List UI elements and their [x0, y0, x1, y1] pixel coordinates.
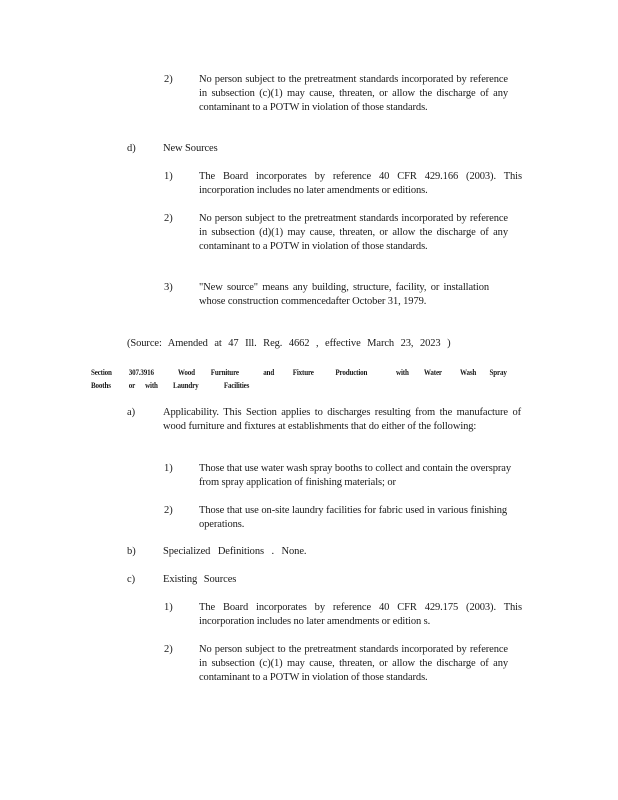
paragraph	[199, 504, 507, 532]
heading-word: Facilities	[223, 380, 250, 390]
paragraph	[199, 212, 508, 254]
item-number: 2)	[164, 74, 173, 85]
heading-word: Production	[335, 367, 368, 377]
section-heading	[91, 366, 509, 392]
paragraph	[163, 406, 521, 434]
subsection-letter: a)	[127, 407, 136, 418]
paragraph-text: Applicability. This Section applies to discharges resulting from the manufacture of wood furniture and fixtures at establishments that do either of the following:	[163, 407, 521, 432]
paragraph-text: Those that use water wash spray booths to collect and contain the overspray from spray application of finishing materials; or	[199, 463, 511, 488]
paragraph	[199, 601, 522, 629]
heading-word: Water	[423, 367, 442, 377]
heading-word: or	[128, 380, 136, 390]
paragraph	[199, 73, 508, 115]
heading-word: Fixture	[292, 367, 314, 377]
paragraph	[199, 462, 511, 490]
heading-word: Laundry	[173, 380, 199, 390]
paragraph-text: The Board incorporates by reference 40 CFR 429.175 (2003). This incorporation includes no later amendments or edition s.	[199, 602, 522, 627]
heading-word: Furniture	[210, 367, 239, 377]
section-heading-line-2	[91, 379, 509, 392]
heading-word: Wood	[177, 367, 195, 377]
item-number: 1)	[164, 463, 173, 474]
paragraph	[199, 643, 508, 685]
heading-word: Booths	[91, 380, 111, 390]
paragraph-text: The Board incorporates by reference 40 CFR 429.166 (2003). This incorporation includes no later amendments or editions.	[199, 171, 522, 196]
paragraph-text: Those that use on-site laundry facilities for fabric used in various finishing operations.	[199, 505, 507, 530]
item-number: 2)	[164, 644, 173, 655]
item-number: 2)	[164, 505, 173, 516]
subsection-title: Existing Sources	[163, 574, 237, 585]
source-note: (Source: Amended at 47 Ill. Reg. 4662 , effective March 23, 2023 )	[127, 338, 451, 349]
paragraph	[199, 170, 522, 198]
item-number: 1)	[164, 171, 173, 182]
paragraph-text: Specialized Definitions . None.	[163, 546, 307, 557]
item-number: 1)	[164, 602, 173, 613]
heading-word: and	[263, 367, 275, 377]
heading-word: 307.3916	[128, 367, 154, 377]
paragraph-text: No person subject to the pretreatment standards incorporated by reference in subsection (d)(1) may cause, threaten, or allow the discharge of any contaminant to a POTW in violation of those standards.	[199, 213, 508, 252]
item-number: 2)	[164, 213, 173, 224]
heading-word: with	[396, 367, 409, 377]
heading-word: Spray	[489, 367, 507, 377]
paragraph-text: No person subject to the pretreatment standards incorporated by reference in subsection (c)(1) may cause, threaten, or allow the discharge of any contaminant to a POTW in violation of those standards.	[199, 74, 508, 113]
heading-word: Wash	[460, 367, 477, 377]
paragraph-text: No person subject to the pretreatment standards incorporated by reference in subsection (c)(1) may cause, threaten, or allow the discharge of any contaminant to a POTW in violation of those standards.	[199, 644, 508, 683]
subsection-letter: c)	[127, 574, 136, 585]
subsection-letter: d)	[127, 143, 136, 154]
paragraph	[199, 281, 489, 309]
subsection-title: New Sources	[163, 143, 218, 154]
subsection-letter: b)	[127, 546, 136, 557]
section-heading-line-1	[91, 366, 509, 379]
item-number: 3)	[164, 282, 173, 293]
paragraph-text: "New source" means any building, structure, facility, or installation whose construction commencedafter October 31, 1979.	[199, 282, 489, 307]
heading-word: Section	[91, 367, 112, 377]
heading-word: with	[145, 380, 158, 390]
